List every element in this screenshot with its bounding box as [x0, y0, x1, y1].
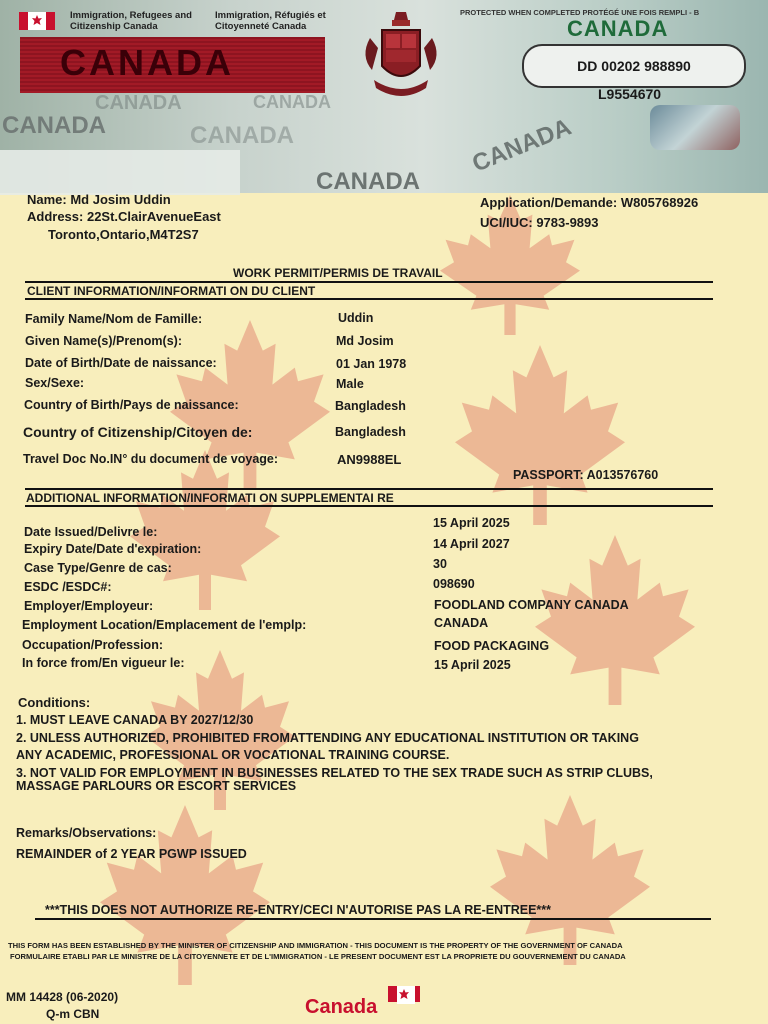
field-value: Md Josim: [336, 334, 394, 348]
passport-number: PASSPORT: A013576760: [513, 468, 659, 482]
canada-watermark-text: CANADA: [253, 92, 331, 112]
maple-leaf-watermark: [490, 795, 650, 965]
field-label: Country of Citizenship/Citoyen de:: [23, 424, 253, 440]
field-value: 14 April 2027: [433, 537, 510, 551]
protected-notice: PROTECTED WHEN COMPLETED PROTÉGÉ UNE FOIS REMPLI - B: [460, 8, 700, 17]
form-code: MM 14428 (06-2020): [6, 990, 119, 1004]
field-value: Bangladesh: [335, 425, 406, 439]
field-label: Family Name/Nom de Famille:: [25, 312, 203, 326]
canada-watermark-text: CANADA: [190, 122, 294, 149]
field-label: Employer/Employeur:: [24, 599, 154, 613]
condition-item: 1. MUST LEAVE CANADA BY 2027/12/30: [16, 713, 254, 727]
hologram-icon: [650, 105, 740, 150]
field-label: Case Type/Genre de cas:: [24, 561, 172, 575]
canada-watermark-text: CANADA: [95, 92, 182, 114]
field-value: 15 April 2025: [433, 516, 510, 530]
field-value: FOOD PACKAGING: [434, 639, 550, 653]
department-name-en: Immigration, Refugees and Citizenship Canada: [70, 10, 192, 32]
canada-title: CANADA: [567, 16, 669, 41]
remarks-heading: Remarks/Observations:: [16, 826, 157, 840]
field-label: Travel Doc No.IN° du document de voyage:: [23, 452, 279, 466]
canada-banner-text: CANADA: [60, 42, 234, 83]
field-label: Sex/Sexe:: [25, 376, 85, 390]
maple-leaf-watermark: [535, 535, 695, 705]
field-label: ESDC /ESDC#:: [24, 580, 112, 594]
field-label: Occupation/Profession:: [22, 638, 163, 652]
condition-item: ANY ACADEMIC, PROFESSIONAL OR VOCATIONAL TRAINING COURSE.: [16, 748, 450, 762]
field-value: Bangladesh: [335, 399, 406, 413]
canada-watermark-text: CANADA: [468, 113, 576, 178]
application-number: Application/Demande: W805768926: [480, 195, 699, 210]
coat-of-arms-icon: [360, 8, 442, 104]
conditions-heading: Conditions:: [18, 695, 91, 710]
client-section-heading: CLIENT INFORMATION/INFORMATI ON DU CLIENT: [27, 284, 316, 298]
canada-wordmark: Canada: [305, 996, 378, 1018]
divider: [35, 918, 711, 920]
field-value: 15 April 2025: [434, 658, 511, 672]
field-label: In force from/En vigueur le:: [22, 656, 185, 670]
field-label: Date of Birth/Date de naissance:: [25, 356, 217, 370]
legal-notice-fr: FORMULAIRE ETABLI PAR LE MINISTRE DE LA CITOYENNETE ET DE L'IMMIGRATION - LE PRESENT DOCUMENT EST LA PROPRIETE DU GOUVERNEMENT DU CANADA: [10, 952, 626, 961]
field-value: 01 Jan 1978: [336, 357, 407, 371]
field-value: Uddin: [338, 311, 374, 325]
additional-section-heading: ADDITIONAL INFORMATION/INFORMATI ON SUPPLEMENTAI RE: [26, 491, 394, 505]
field-value: 30: [433, 557, 447, 571]
divider: [25, 505, 713, 507]
canada-flag-icon: [19, 12, 55, 30]
applicant-address-line2: Toronto,Ontario,M4T2S7: [48, 227, 199, 242]
divider: [25, 298, 713, 300]
field-label: Country of Birth/Pays de naissance:: [24, 398, 239, 412]
field-value: CANADA: [434, 616, 489, 630]
divider: [25, 281, 713, 283]
divider: [25, 488, 713, 490]
field-value: Male: [336, 377, 364, 391]
remarks-text: REMAINDER of 2 YEAR PGWP ISSUED: [16, 847, 247, 861]
field-label: Employment Location/Emplacement de l'emplp:: [22, 618, 307, 632]
applicant-address-line1: Address: 22St.ClairAvenueEast: [27, 209, 221, 224]
field-value: 098690: [433, 577, 475, 591]
sub-code: Q-m CBN: [46, 1007, 100, 1021]
uci-number: UCI/IUC: 9783-9893: [480, 215, 599, 230]
field-label: Expiry Date/Date d'expiration:: [24, 542, 202, 556]
canada-flag-icon: [388, 986, 420, 1002]
field-label: Given Name(s)/Prenom(s):: [25, 334, 182, 348]
department-name-fr: Immigration, Réfugiés et Citoyenneté Canada: [215, 10, 326, 32]
header-white-edge: [0, 150, 240, 195]
canada-watermark-text: CANADA: [2, 112, 106, 139]
applicant-name: Name: Md Josim Uddin: [27, 192, 171, 207]
condition-item: MASSAGE PARLOURS OR ESCORT SERVICES: [16, 779, 297, 793]
field-label: Date Issued/Delivre le:: [24, 525, 158, 539]
condition-item: 2. UNLESS AUTHORIZED, PROHIBITED FROMATTENDING ANY EDUCATIONAL INSTITUTION OR TAKING: [16, 731, 639, 745]
field-value: AN9988EL: [337, 452, 402, 467]
condition-item: 3. NOT VALID FOR EMPLOYMENT IN BUSINESSES RELATED TO THE SEX TRADE SUCH AS STRIP CLUBS,: [16, 766, 653, 780]
field-value: FOODLAND COMPANY CANADA: [434, 598, 629, 612]
reentry-notice: ***THIS DOES NOT AUTHORIZE RE-ENTRY/CECI N'AUTORISE PAS LA RE-ENTREE***: [45, 903, 552, 917]
maple-leaf-watermark: [455, 345, 625, 525]
canada-watermark-text: CANADA: [316, 168, 420, 193]
document-number: DD 00202 988890: [522, 44, 746, 88]
serial-number: L9554670: [598, 86, 662, 102]
form-title: WORK PERMIT/PERMIS DE TRAVAIL: [233, 266, 443, 280]
legal-notice-en: THIS FORM HAS BEEN ESTABLISHED BY THE MINISTER OF CITIZENSHIP AND IMMIGRATION - THIS DOCUMENT IS THE PROPERTY OF THE GOVERNMENT OF CANADA: [8, 941, 623, 950]
